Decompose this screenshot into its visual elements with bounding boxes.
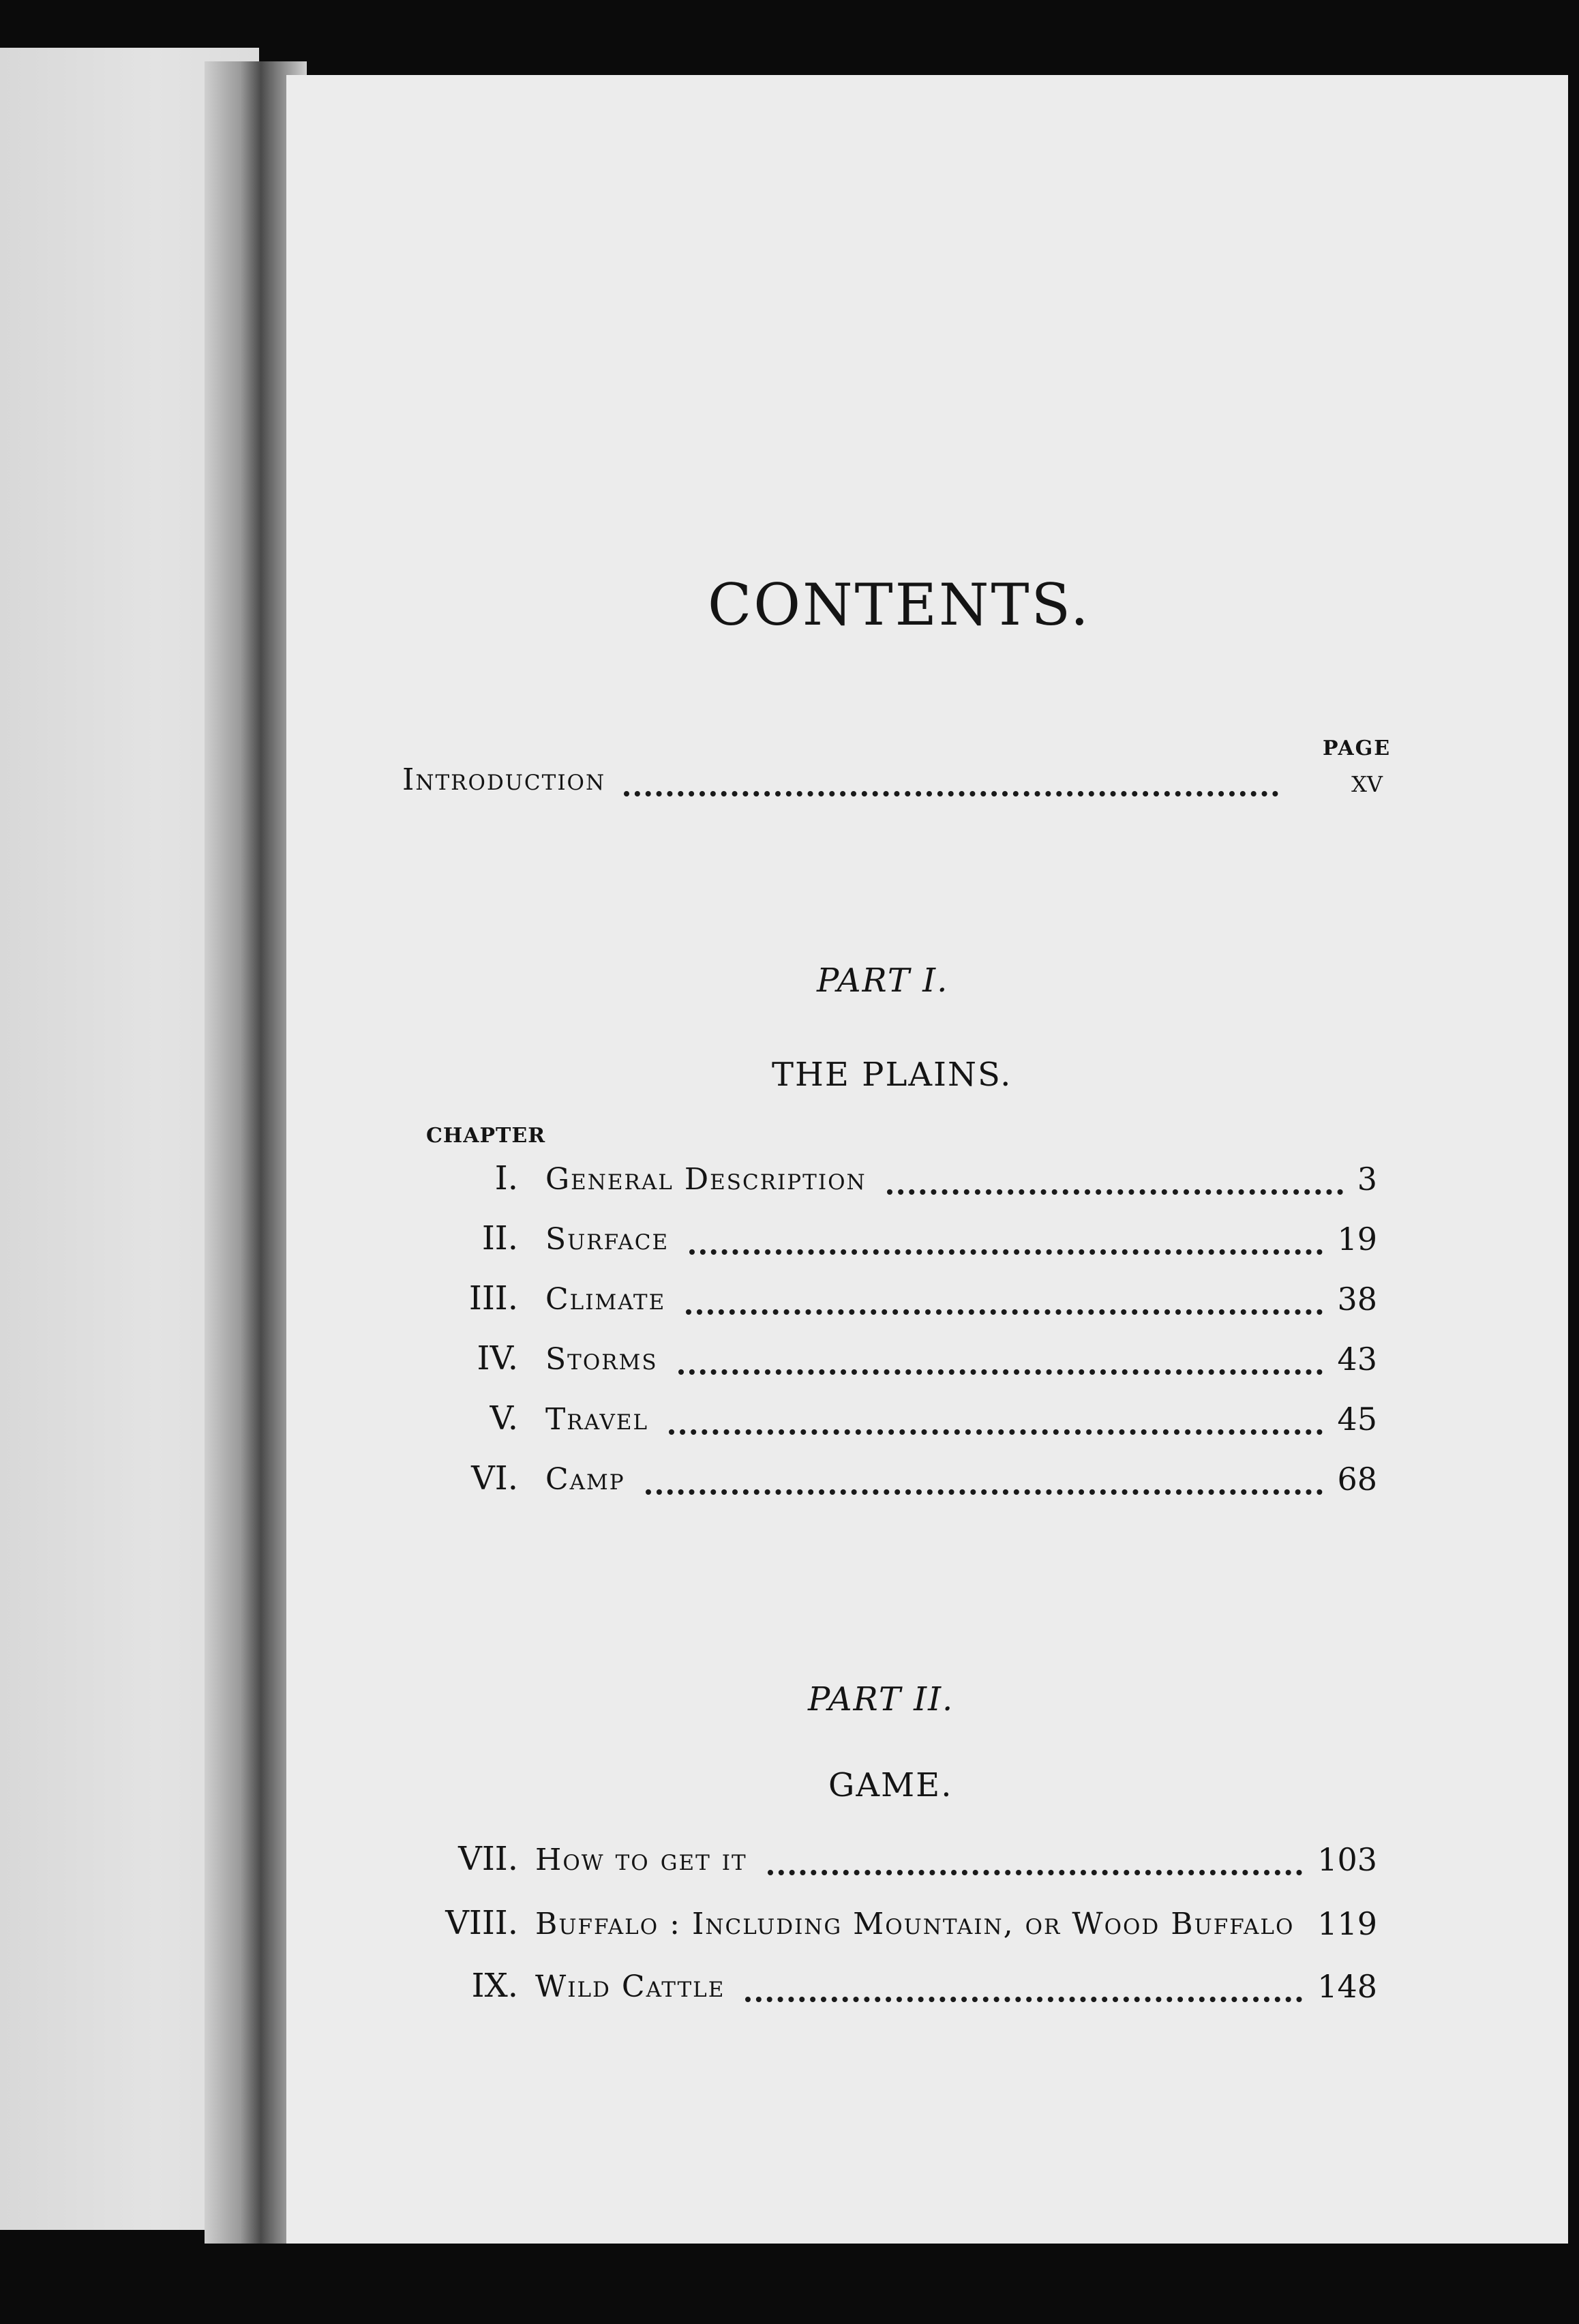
chapter-title: Storms — [545, 1342, 658, 1377]
chapter-page: 19 — [1337, 1221, 1377, 1257]
dot-leader — [624, 791, 1278, 796]
chapter-number: IX. — [471, 1967, 518, 2005]
dot-leader — [669, 1429, 1323, 1435]
chapter-page: 103 — [1317, 1841, 1377, 1878]
toc-entry-page: xv — [1351, 762, 1383, 799]
chapter-page: 148 — [1317, 1968, 1377, 2005]
chapter-page: 43 — [1337, 1341, 1377, 1377]
dot-leader — [686, 1309, 1323, 1315]
toc-row-chapter[interactable] — [0, 1459, 1579, 1500]
toc-row-chapter[interactable] — [0, 1159, 1579, 1200]
part-heading: GAME. — [828, 1766, 953, 1804]
chapter-page: 119 — [1317, 1905, 1377, 1942]
toc-row-chapter[interactable] — [0, 1339, 1579, 1380]
toc-row-chapter[interactable] — [0, 1904, 1579, 1945]
chapter-page: 3 — [1357, 1161, 1377, 1197]
chapter-number: VIII. — [445, 1904, 518, 1942]
chapter-title: Travel — [545, 1402, 649, 1437]
dot-leader — [678, 1369, 1323, 1375]
dot-leader — [768, 1870, 1302, 1875]
chapter-number: VII. — [458, 1840, 518, 1878]
chapter-title: Climate — [545, 1282, 666, 1317]
toc-row-chapter[interactable] — [0, 1219, 1579, 1260]
chapter-number: III. — [468, 1279, 518, 1317]
chapter-page: 38 — [1337, 1281, 1377, 1317]
chapter-page: 45 — [1337, 1401, 1377, 1437]
chapter-title: How to get it — [535, 1843, 747, 1877]
toc-row-chapter[interactable] — [0, 1399, 1579, 1440]
chapter-number: IV. — [477, 1339, 518, 1377]
chapter-title: Camp — [545, 1462, 625, 1497]
dot-leader — [689, 1249, 1323, 1255]
part-label: PART I. — [817, 962, 949, 1000]
chapter-number: I. — [494, 1159, 518, 1197]
chapter-title: Buffalo : Including Mountain, or Wood Buffalo — [535, 1907, 1295, 1941]
part-label: PART II. — [808, 1680, 954, 1718]
chapter-title: Surface — [545, 1222, 670, 1257]
chapter-number: V. — [490, 1399, 518, 1437]
chapter-page: 68 — [1337, 1461, 1377, 1498]
toc-entry-title: Introduction — [402, 762, 606, 797]
part-heading: THE PLAINS. — [772, 1056, 1012, 1094]
chapter-number: VI. — [471, 1459, 518, 1498]
chapter-column-header: CHAPTER — [426, 1124, 546, 1148]
toc-row-chapter[interactable] — [0, 1279, 1579, 1320]
dot-leader — [745, 1997, 1302, 2002]
toc-row-chapter[interactable] — [0, 1840, 1579, 1881]
dot-leader — [646, 1489, 1323, 1495]
page-title: CONTENTS. — [708, 571, 1091, 638]
toc-row-chapter[interactable] — [0, 1967, 1579, 2008]
dot-leader — [887, 1189, 1343, 1195]
chapter-number: II. — [481, 1219, 518, 1257]
chapter-title: Wild Cattle — [535, 1969, 725, 2004]
chapter-title: General Description — [545, 1162, 867, 1197]
page-column-header: PAGE — [1323, 736, 1392, 760]
